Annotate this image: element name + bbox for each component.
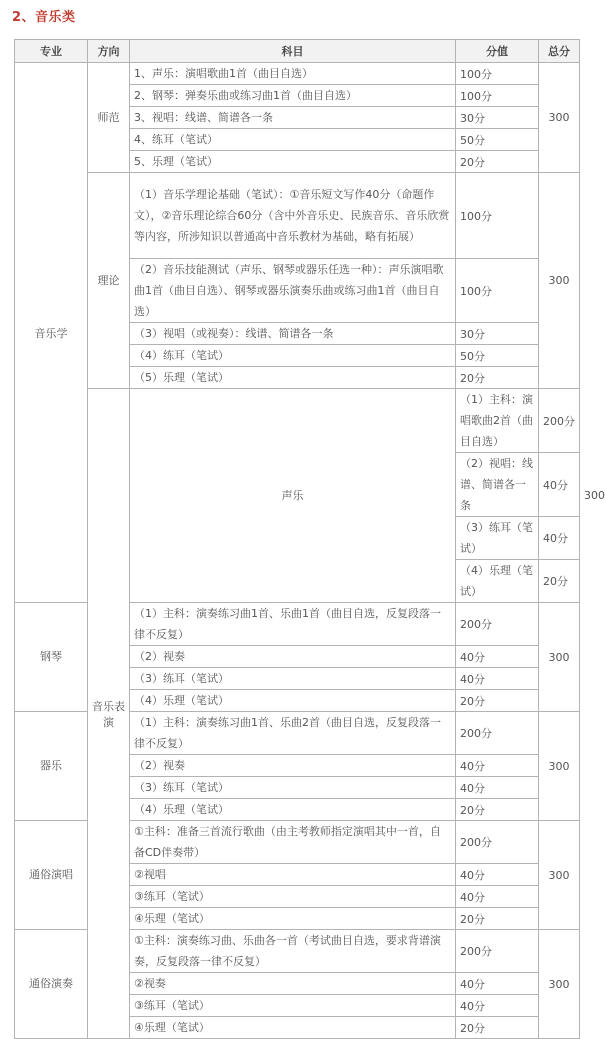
score-cell: 100分 bbox=[456, 63, 539, 85]
exam-score-table bbox=[14, 39, 605, 1039]
subject-cell: （2）音乐技能测试（声乐、钢琴或器乐任选一种）：声乐演唱歌曲1首（曲目自选）、钢琴或器乐演奏乐曲或练习曲1首（曲目自选） bbox=[130, 259, 456, 323]
subject-cell: （3）练耳（笔试） bbox=[456, 517, 539, 560]
score-cell: 50分 bbox=[456, 129, 539, 151]
subject-cell: （2）视唱：线谱、简谱各一条 bbox=[456, 453, 539, 517]
table-body bbox=[15, 63, 605, 1039]
subject-cell: （3）练耳（笔试） bbox=[130, 668, 456, 690]
total-cell: 300 bbox=[539, 173, 580, 389]
score-cell: 40分 bbox=[456, 864, 539, 886]
score-cell: 40分 bbox=[456, 668, 539, 690]
score-cell: 100分 bbox=[456, 259, 539, 323]
score-cell: 100分 bbox=[456, 173, 539, 259]
major-cell: 音乐表演 bbox=[88, 389, 130, 1039]
subject-cell: （2）视奏 bbox=[130, 755, 456, 777]
subject-cell: 1、声乐：演唱歌曲1首（曲目自选） bbox=[130, 63, 456, 85]
score-cell: 200分 bbox=[456, 821, 539, 864]
table-row bbox=[15, 63, 580, 85]
score-cell: 20分 bbox=[456, 367, 539, 389]
subject-cell: 4、练耳（笔试） bbox=[130, 129, 456, 151]
subject-cell: ④乐理（笔试） bbox=[130, 1017, 456, 1039]
direction-cell: 师范 bbox=[88, 63, 130, 173]
subject-cell: （3）视唱（或视奏）：线谱、简谱各一条 bbox=[130, 323, 456, 345]
score-cell: 200分 bbox=[456, 712, 539, 755]
direction-cell: 通俗演奏 bbox=[15, 930, 88, 1039]
direction-cell: 通俗演唱 bbox=[15, 821, 88, 930]
subject-cell: （3）练耳（笔试） bbox=[130, 777, 456, 799]
major-cell: 音乐学 bbox=[15, 63, 88, 603]
direction-cell: 声乐 bbox=[130, 389, 456, 603]
score-cell: 40分 bbox=[456, 777, 539, 799]
direction-cell: 钢琴 bbox=[15, 603, 88, 712]
score-cell: 30分 bbox=[456, 107, 539, 129]
subject-cell: （4）乐理（笔试） bbox=[130, 799, 456, 821]
subject-cell: （1）主科：演唱歌曲2首（曲目自选） bbox=[456, 389, 539, 453]
score-cell: 40分 bbox=[456, 886, 539, 908]
subject-cell: （1）主科：演奏练习曲1首、乐曲1首（曲目自选，反复段落一律不反复） bbox=[130, 603, 456, 646]
subject-cell: 5、乐理（笔试） bbox=[130, 151, 456, 173]
subject-cell: ③练耳（笔试） bbox=[130, 995, 456, 1017]
col-header-direction: 方向 bbox=[88, 40, 130, 63]
subject-cell: ①主科：演奏练习曲、乐曲各一首（考试曲目自选，要求背谱演奏，反复段落一律不反复） bbox=[130, 930, 456, 973]
subject-cell: （5）乐理（笔试） bbox=[130, 367, 456, 389]
subject-cell: （4）练耳（笔试） bbox=[130, 345, 456, 367]
subject-cell: 2、钢琴：弹奏乐曲或练习曲1首（曲目自选） bbox=[130, 85, 456, 107]
subject-cell: ①主科：准备三首流行歌曲（由主考教师指定演唱其中一首，自备CD伴奏带） bbox=[130, 821, 456, 864]
subject-cell: ④乐理（笔试） bbox=[130, 908, 456, 930]
score-cell: 40分 bbox=[456, 755, 539, 777]
score-cell: 200分 bbox=[456, 930, 539, 973]
total-cell: 300 bbox=[539, 603, 580, 712]
table-header-row bbox=[15, 40, 580, 63]
subject-cell: ③练耳（笔试） bbox=[130, 886, 456, 908]
score-cell: 40分 bbox=[539, 517, 580, 560]
page-title: 2、音乐类 bbox=[12, 10, 76, 25]
subject-cell: （1）音乐学理论基础（笔试）：①音乐短文写作40分（命题作文），②音乐理论综合60分（含中外音乐史、民族音乐、音乐欣赏等内容，所涉知识以普通高中音乐教材为基础，略有拓展） bbox=[130, 173, 456, 259]
subject-cell: （4）乐理（笔试） bbox=[130, 690, 456, 712]
score-cell: 200分 bbox=[456, 603, 539, 646]
score-cell: 40分 bbox=[456, 995, 539, 1017]
score-cell: 30分 bbox=[456, 323, 539, 345]
score-cell: 50分 bbox=[456, 345, 539, 367]
total-cell: 300 bbox=[539, 930, 580, 1039]
score-cell: 100分 bbox=[456, 85, 539, 107]
subject-cell: （2）视奏 bbox=[130, 646, 456, 668]
score-cell: 20分 bbox=[456, 908, 539, 930]
table-row bbox=[15, 173, 580, 259]
score-cell: 20分 bbox=[456, 690, 539, 712]
score-cell: 20分 bbox=[456, 151, 539, 173]
score-cell: 20分 bbox=[539, 560, 580, 603]
table-row: 音乐表演 声乐 （1）主科：演唱歌曲2首（曲目自选） 200分 300 bbox=[15, 389, 580, 453]
subject-cell: 3、视唱：线谱、简谱各一条 bbox=[130, 107, 456, 129]
col-header-subject: 科目 bbox=[130, 40, 456, 63]
subject-cell: ②视奏 bbox=[130, 973, 456, 995]
total-cell: 300 bbox=[539, 821, 580, 930]
score-cell: 20分 bbox=[456, 1017, 539, 1039]
subject-cell: （1）主科：演奏练习曲1首、乐曲2首（曲目自选，反复段落一律不反复） bbox=[130, 712, 456, 755]
subject-cell: （4）乐理（笔试） bbox=[456, 560, 539, 603]
total-cell: 300 bbox=[539, 712, 580, 821]
score-cell: 40分 bbox=[456, 646, 539, 668]
subject-cell: ②视唱 bbox=[130, 864, 456, 886]
score-cell: 40分 bbox=[456, 973, 539, 995]
direction-cell: 理论 bbox=[88, 173, 130, 389]
col-header-major: 专业 bbox=[15, 40, 88, 63]
score-cell: 200分 bbox=[539, 389, 580, 453]
col-header-score: 分值 bbox=[456, 40, 539, 63]
direction-cell: 器乐 bbox=[15, 712, 88, 821]
col-header-total: 总分 bbox=[539, 40, 580, 63]
total-cell: 300 bbox=[539, 63, 580, 173]
score-cell: 40分 bbox=[539, 453, 580, 517]
score-cell: 20分 bbox=[456, 799, 539, 821]
